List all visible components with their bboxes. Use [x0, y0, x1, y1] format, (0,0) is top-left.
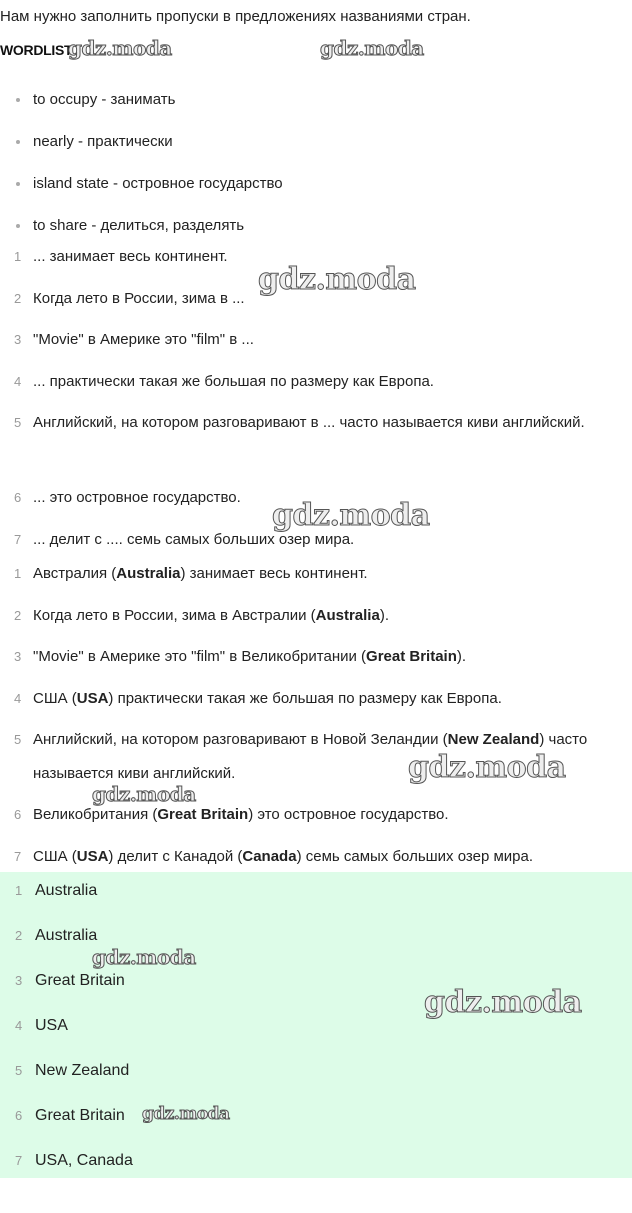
- item-number: 3: [14, 332, 22, 348]
- item-number: 7: [14, 848, 22, 864]
- answer-list: [0, 872, 632, 1189]
- item-text: ... практически такая же большая по размеру как Европа.: [33, 372, 434, 390]
- text-after: ).: [379, 606, 389, 624]
- answer-text: Great Britain: [35, 1107, 125, 1124]
- text-after: ).: [456, 648, 467, 666]
- item-number: 5: [14, 415, 22, 431]
- item-text: ... делит с .... семь самых больших озер мира.: [33, 530, 355, 548]
- intro-text: Нам нужно заполнить пропуски в предложениях названиями стран.: [0, 8, 471, 25]
- item-number: 1: [14, 566, 22, 581]
- item-number: 3: [15, 973, 23, 988]
- answer-text: Great Britain: [35, 972, 125, 989]
- item-number: 7: [15, 1153, 23, 1168]
- text-before: Австралия (: [33, 565, 117, 582]
- text-before: Английский, на котором разговаривают в Новой Зеландии (: [33, 731, 448, 749]
- item-number: 2: [14, 607, 22, 623]
- country-name: USA: [76, 847, 109, 865]
- watermark-logo: gdz.moda: [408, 750, 566, 785]
- list-item: [0, 557, 610, 599]
- list-item: [0, 1144, 632, 1189]
- item-number: 2: [14, 290, 22, 306]
- watermark-logo: gdz.moda: [320, 36, 424, 60]
- text-after: ) занимает весь континент.: [180, 565, 368, 582]
- watermark-logo: gdz.moda: [142, 1104, 230, 1124]
- item-text: ... занимает весь континент.: [33, 248, 228, 265]
- item-number: 4: [15, 1018, 23, 1033]
- text-after: ) семь самых больших озер мира.: [296, 847, 533, 865]
- list-item: [0, 599, 610, 641]
- item-number: 3: [14, 649, 22, 665]
- list-item: to occupy - занимать: [0, 87, 283, 129]
- item-number: 6: [15, 1108, 23, 1123]
- watermark-logo: gdz.moda: [68, 36, 172, 60]
- list-item: to share - делиться, разделять: [0, 213, 283, 255]
- list-item: [0, 406, 600, 481]
- country-name: USA: [76, 689, 109, 707]
- item-number: 4: [14, 690, 22, 706]
- text-before: "Movie" в Америке это "film" в Великобритании (: [33, 648, 367, 666]
- text-before: США (: [33, 689, 77, 707]
- answer-text: Australia: [35, 927, 98, 944]
- country-name: Canada: [242, 847, 297, 865]
- text-before: Великобритания (: [33, 806, 158, 824]
- text-before: Когда лето в России, зима в Австралии (: [33, 606, 316, 624]
- filled-list: [0, 557, 610, 882]
- item-number: 6: [14, 490, 22, 506]
- text-after: ) часто называется киви английский.: [33, 731, 588, 783]
- watermark-logo: gdz.moda: [258, 262, 416, 297]
- item-number: 6: [14, 807, 22, 823]
- list-item: [0, 323, 600, 365]
- answer-text: Australia: [35, 882, 98, 899]
- answer-text: USA, Canada: [35, 1152, 133, 1169]
- list-item: [0, 874, 632, 919]
- item-text: ... это островное государство.: [33, 489, 241, 507]
- item-number: 7: [14, 531, 22, 547]
- wordlist: [0, 87, 283, 255]
- item-number: 1: [14, 249, 22, 264]
- text-after: ) практически такая же большая по размеру как Европа.: [108, 689, 502, 707]
- answers-panel: [0, 872, 632, 1178]
- watermark-logo: gdz.moda: [92, 945, 196, 969]
- list-item: [0, 1054, 632, 1099]
- country-name: Australia: [116, 565, 181, 582]
- item-text: Английский, на котором разговаривают в ... часто называется киви английский.: [33, 414, 585, 432]
- item-text: "Movie" в Америке это "film" в ...: [33, 331, 254, 349]
- country-name: Great Britain: [157, 806, 249, 824]
- country-name: Australia: [315, 606, 380, 624]
- wordlist-heading: WORDLIST: [0, 42, 73, 58]
- list-item: [0, 640, 610, 682]
- list-item: [0, 365, 600, 407]
- watermark-logo: gdz.moda: [92, 782, 196, 806]
- country-name: Great Britain: [366, 648, 457, 666]
- answer-text: USA: [35, 1017, 68, 1034]
- answer-text: New Zealand: [35, 1062, 130, 1079]
- text-mid: ) делит с Канадой (: [108, 847, 243, 865]
- list-item: [0, 682, 610, 724]
- text-before: США (: [33, 847, 77, 865]
- watermark-logo: gdz.moda: [424, 985, 582, 1020]
- item-number: 2: [15, 928, 23, 943]
- item-number: 5: [15, 1063, 23, 1078]
- item-number: 4: [14, 373, 22, 389]
- item-number: 5: [14, 732, 22, 748]
- item-number: 1: [15, 883, 23, 898]
- item-text: Когда лето в России, зима в ...: [33, 289, 245, 307]
- text-after: ) это островное государство.: [248, 806, 449, 824]
- list-item: island state - островное государство: [0, 171, 283, 213]
- country-name: New Zealand: [447, 731, 540, 749]
- list-item: nearly - практически: [0, 129, 283, 171]
- watermark-logo: gdz.moda: [272, 498, 430, 533]
- list-item: [0, 1099, 632, 1144]
